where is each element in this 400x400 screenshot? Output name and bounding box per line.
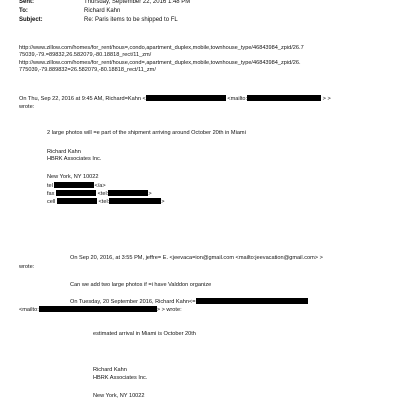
msg3-mailto: <mailto:: [19, 307, 39, 313]
msg1-sig-name: Richard Kahn: [47, 149, 81, 155]
redaction-box: [57, 198, 97, 204]
msg1-body: 2 large photos will =e part of the shipment arriving around October 20th in Miami: [47, 130, 246, 136]
msg3-sig-company: HBRK Associates Inc.: [93, 375, 148, 381]
msg1-intro-b: <mailto:: [227, 96, 248, 102]
msg1-sig-city: New York, NY 10022: [47, 174, 99, 180]
to-value: Richard Kahn: [84, 8, 121, 14]
msg1-sig-company: HBRK Associates Inc.: [47, 156, 102, 162]
msg1-intro-c: > >: [322, 96, 331, 102]
url1-line2[interactable]: 75039,-79.=89832,26.582079,-80.18818_rect/11_zm/: [19, 52, 152, 58]
msg3-sig-name: Richard Kahn: [93, 367, 127, 373]
redaction-box: [56, 190, 96, 196]
redaction-box: [146, 95, 226, 101]
sent-label: Sent:: [19, 0, 34, 5]
tel-label: tel: [47, 183, 53, 189]
msg1-intro: [19, 95, 331, 103]
fax-tail: <tel:: [97, 191, 109, 197]
msg3-intro-line: [70, 298, 308, 306]
msg3-wrote: > > wrote:: [156, 307, 182, 313]
sent-value: Thursday, September 22, 2016 1:48 PM: [84, 0, 191, 5]
msg1-fax-line: [47, 190, 152, 198]
url2-line2[interactable]: 775039,-79.889832=26.582079,-80.18818_rect/11_zm/: [19, 67, 156, 73]
redaction-box: [247, 95, 321, 101]
subject-value: Re: Paris items to be shipped to FL: [84, 17, 178, 23]
redaction-box: [39, 306, 157, 312]
cell-tail: <tel:: [98, 199, 110, 205]
msg1-intro-a: On Thu, Sep 22, 2016 at 9:45 AM, Richard=Kahn <: [19, 96, 146, 102]
msg2-intro: On Sep 20, 2016, at 3:55 PM, jeffre= E. <jeevaca=ion@gmail.com <mailto:jeevacation@gmail.com> >: [70, 255, 323, 261]
url1-line1[interactable]: http://www.zillow.com/homes/for_rent/hous=,condo,apartment_duplex,mobile,townhouse_type/46843984_zpid/26.7: [19, 45, 304, 51]
msg3-mailto-line: [19, 306, 182, 314]
cell-label: cell: [47, 199, 56, 205]
msg1-cell-line: [47, 198, 165, 206]
msg1-wrote: wrote:: [19, 104, 35, 110]
msg3-sig-city: New York, NY 10022: [93, 393, 145, 399]
msg3-intro: On Tuesday, 20 September 2016, Richard Kahn<=: [70, 299, 196, 305]
redaction-box: [108, 190, 148, 196]
msg2-wrote: wrote:: [19, 264, 35, 270]
redaction-box: [54, 182, 94, 188]
tel-tail: </a>: [94, 183, 106, 189]
msg1-tel-line: [47, 182, 106, 190]
fax-end: >: [148, 191, 152, 197]
redaction-box: [109, 198, 161, 204]
to-label: To:: [19, 8, 28, 14]
cell-end: >: [161, 199, 165, 205]
redaction-box: [196, 298, 308, 304]
fax-label: fax: [47, 191, 55, 197]
msg2-body: Can we add two large photos if =i have Valddon organize: [70, 282, 212, 288]
url2-line1[interactable]: http://www.zillow.com/homes/for_rent/house,cond=,apartment_duplex,mobile,townhouse_type/46843984_zpid/26.: [19, 60, 301, 66]
subject-label: Subject:: [19, 17, 43, 23]
msg3-body: estimated arrival in Miami is October 20th: [93, 331, 196, 337]
